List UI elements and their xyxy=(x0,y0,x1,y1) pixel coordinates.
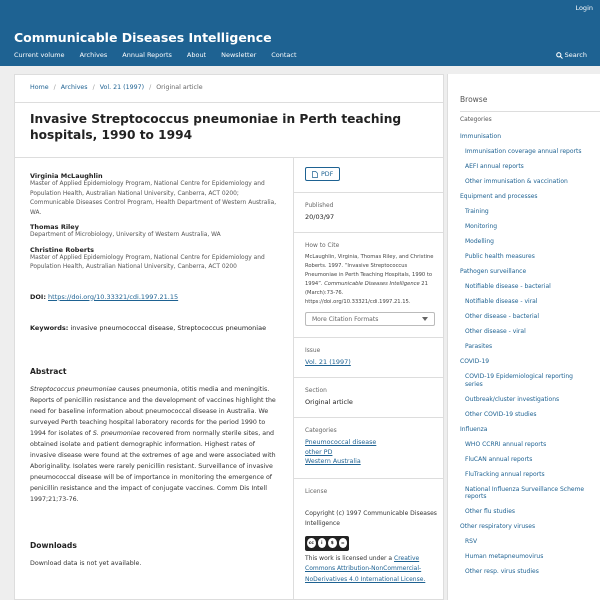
sidebar-subcategory-link[interactable]: RSV xyxy=(465,538,478,545)
sidebar xyxy=(447,74,600,600)
breadcrumb xyxy=(30,84,203,91)
breadcrumb-separator: / xyxy=(92,84,95,91)
divider xyxy=(293,337,444,338)
nav-current-volume[interactable]: Current volume xyxy=(14,51,65,59)
cc-license-badge[interactable] xyxy=(305,536,349,551)
sidebar-subcategory-link[interactable]: Other immunisation & vaccination xyxy=(465,178,568,185)
license-label: License xyxy=(305,488,328,495)
sidebar-subcategory-link[interactable]: FluCAN annual reports xyxy=(465,455,533,463)
category-links xyxy=(305,438,444,467)
search-label: Search xyxy=(564,51,587,59)
breadcrumb-separator: / xyxy=(149,84,152,91)
sidebar-subcategory-link[interactable]: AEFI annual reports xyxy=(465,163,524,170)
nav-about[interactable]: About xyxy=(186,51,207,59)
site-title[interactable]: Communicable Diseases Intelligence xyxy=(14,30,272,45)
downloads-heading: Downloads xyxy=(30,540,77,550)
sidebar-category-link[interactable]: Other respiratory viruses xyxy=(460,523,536,530)
divider xyxy=(293,377,444,378)
doi-link[interactable]: https://doi.org/10.33321/cdi.1997.21.15 xyxy=(48,292,179,301)
divider xyxy=(293,417,444,418)
doi xyxy=(30,293,280,301)
doi-label: DOI: xyxy=(30,292,46,301)
breadcrumb-archives[interactable]: Archives xyxy=(60,84,88,91)
pdf-button[interactable] xyxy=(305,167,340,181)
cc-icon: cc xyxy=(307,538,316,548)
browse-heading: Browse xyxy=(460,95,488,104)
article-body xyxy=(30,172,280,567)
divider xyxy=(15,102,443,103)
citation-part: 21 (March):73-76. https://doi.org/10.33321/cdi.1997.21.15. xyxy=(305,281,428,305)
license-text xyxy=(305,554,444,586)
author-name: Christine Roberts xyxy=(30,245,95,254)
sidebar-category-link[interactable]: Immunisation xyxy=(460,133,502,140)
nc-icon: $ xyxy=(328,538,337,548)
sidebar-subcategory-link[interactable]: Notifiable disease - bacterial xyxy=(465,283,551,290)
citation-journal: Communicable Diseases Intelligence xyxy=(324,281,420,287)
sidebar-subcategory-link[interactable]: Monitoring xyxy=(465,223,498,230)
section-value: Original article xyxy=(305,398,353,406)
article-details xyxy=(305,167,444,585)
sidebar-subcategory-link[interactable]: Other flu studies xyxy=(465,508,516,515)
caret-down-icon xyxy=(422,317,428,321)
article-title: Invasive Streptococcus pneumoniae in Perth teaching hospitals, 1990 to 1994 xyxy=(30,112,402,142)
sidebar-subcategory-link[interactable]: Public health measures xyxy=(465,253,535,260)
sidebar-subcategory-link[interactable]: Other disease - viral xyxy=(465,328,526,335)
author-affiliation: Master of Applied Epidemiology Program, National Centre for Epidemiology and Population Health, Australian National University, Canberra, ACT 0200 xyxy=(30,254,265,270)
sidebar-subcategory-link[interactable]: WHO CCRRI annual reports xyxy=(465,440,547,448)
sidebar-subcategory-link[interactable]: FluTracking annual reports xyxy=(465,470,545,478)
nav-annual-reports[interactable]: Annual Reports xyxy=(122,51,172,59)
issue-label: Issue xyxy=(305,348,321,354)
downloads-text: Download data is not yet available. xyxy=(30,559,142,567)
sidebar-subcategory-link[interactable]: Parasites xyxy=(465,343,493,350)
divider xyxy=(293,478,444,479)
divider xyxy=(293,192,444,193)
sidebar-subcategory-link[interactable]: Immunisation coverage annual reports xyxy=(465,148,582,155)
divider xyxy=(460,111,600,112)
sidebar-category-link[interactable]: Influenza xyxy=(460,425,488,433)
citation-part: McLaughlin, Virginia, Thomas Riley, and Christine Roberts. 1997. “Invasive Streptococcus Pneumoniae in Perth Teaching Hospitals, 1990 to 1994”. xyxy=(305,254,434,287)
breadcrumb-issue[interactable]: Vol. 21 (1997) xyxy=(99,84,145,91)
sidebar-subcategory-link[interactable]: Outbreak/cluster investigations xyxy=(465,395,560,403)
abstract-part: recovered from normally sterile sites, and obtained isolate and patient demographic information. Highest rates of invasive disease were found at the extremes of age and were associated with Aboriginality. Isolates were rarely penicillin resistant. Surveillance of invasive pneumococcal disease will be of importance in monitoring the emergence of penicillin resistance and the impact of conjugate vaccines. Comm Dis Intell 1997;21;73-76. xyxy=(30,429,276,504)
keywords-value: invasive pneumococcal disease, Streptococcus pneumoniae xyxy=(70,323,267,332)
author-name: Virginia McLaughlin xyxy=(30,172,103,180)
abstract-text xyxy=(30,384,280,506)
author-affiliation: Master of Applied Epidemiology Program, National Centre for Epidemiology and Population Health, Australian National University, Canberra, ACT 0200; Communicable Diseases Control Program, Health Department of Western Australia, WA. xyxy=(30,181,277,216)
citation-formats-dropdown[interactable] xyxy=(305,312,435,326)
abstract-italic: S. pneumoniae xyxy=(92,429,141,437)
column-divider xyxy=(293,157,294,599)
published-date: 20/03/97 xyxy=(305,213,335,221)
main-nav xyxy=(14,51,312,59)
keywords-label: Keywords: xyxy=(30,323,69,332)
site-header xyxy=(0,0,600,66)
published-label: Published xyxy=(305,203,334,209)
divider xyxy=(293,232,444,233)
divider xyxy=(15,157,443,158)
sidebar-subcategory-link[interactable]: Notifiable disease - viral xyxy=(465,298,538,305)
breadcrumb-current: Original article xyxy=(156,84,203,91)
sidebar-subcategory-link[interactable]: Training xyxy=(465,208,489,215)
category-link[interactable]: Pneumococcal disease xyxy=(305,439,377,446)
by-icon: i xyxy=(318,538,327,548)
abstract-heading: Abstract xyxy=(30,366,67,376)
sidebar-subcategory-link[interactable]: Other COVID-19 studies xyxy=(465,410,537,418)
citation-formats-label: More Citation Formats xyxy=(312,315,379,323)
search-link[interactable] xyxy=(556,51,587,59)
keywords xyxy=(30,324,280,332)
issue-link[interactable]: Vol. 21 (1997) xyxy=(305,358,351,366)
sidebar-category-link[interactable]: Pathogen surveillance xyxy=(460,268,527,275)
categories-heading: Categories xyxy=(460,117,492,123)
nav-archives[interactable]: Archives xyxy=(79,51,108,59)
categories-label: Categories xyxy=(305,428,337,434)
citation-text xyxy=(305,253,437,307)
author-name: Thomas Riley xyxy=(30,223,79,231)
file-icon xyxy=(312,171,318,178)
category-link[interactable]: Western Australia xyxy=(305,458,361,465)
category-link[interactable]: other PD xyxy=(305,448,333,456)
sidebar-subcategory-link[interactable]: Other resp. virus studies xyxy=(465,568,539,575)
login-link[interactable]: Login xyxy=(575,4,593,12)
sidebar-category-link[interactable]: COVID-19 xyxy=(460,358,490,365)
cite-label: How to Cite xyxy=(305,243,340,249)
sidebar-subcategory-link[interactable]: Modelling xyxy=(465,238,494,245)
nav-contact[interactable]: Contact xyxy=(271,51,297,59)
abstract-part: causes pneumonia, otitis media and meningitis. Reports of penicillin resistance and the development of vaccines highlight the need for baseline information about pneumococcal disease in Australia. We surveyed Perth teaching hospital laboratory records for the period 1990 to 1994 for isolates of xyxy=(30,385,276,437)
breadcrumb-home[interactable]: Home xyxy=(30,84,49,91)
sidebar-subcategory-link[interactable]: COVID-19 Epidemiological reporting series xyxy=(465,373,573,388)
section-label: Section xyxy=(305,388,327,394)
license-prefix: This work is licensed under a xyxy=(305,554,395,562)
article-main xyxy=(14,74,444,600)
copyright-text: Copyright (c) 1997 Communicable Diseases Intelligence xyxy=(305,509,437,527)
sidebar-subcategory-link[interactable]: Other disease - bacterial xyxy=(465,313,540,320)
search-icon xyxy=(556,52,563,59)
category-list xyxy=(460,133,590,583)
pdf-label: PDF xyxy=(321,170,334,178)
sidebar-subcategory-link[interactable]: Human metapneumovirus xyxy=(465,553,544,560)
author-affiliation: Department of Microbiology, University of Western Australia, WA xyxy=(30,232,221,238)
breadcrumb-separator: / xyxy=(53,84,56,91)
license-link[interactable]: Creative Commons Attribution-NonCommercial-NoDerivatives 4.0 International License. xyxy=(305,554,426,583)
sidebar-subcategory-link[interactable]: National Influenza Surveillance Scheme reports xyxy=(465,485,585,500)
nd-icon: = xyxy=(339,538,348,548)
sidebar-category-link[interactable]: Equipment and processes xyxy=(460,193,538,200)
nav-newsletter[interactable]: Newsletter xyxy=(221,51,257,59)
abstract-italic: Streptococcus pneumoniae xyxy=(30,385,117,393)
